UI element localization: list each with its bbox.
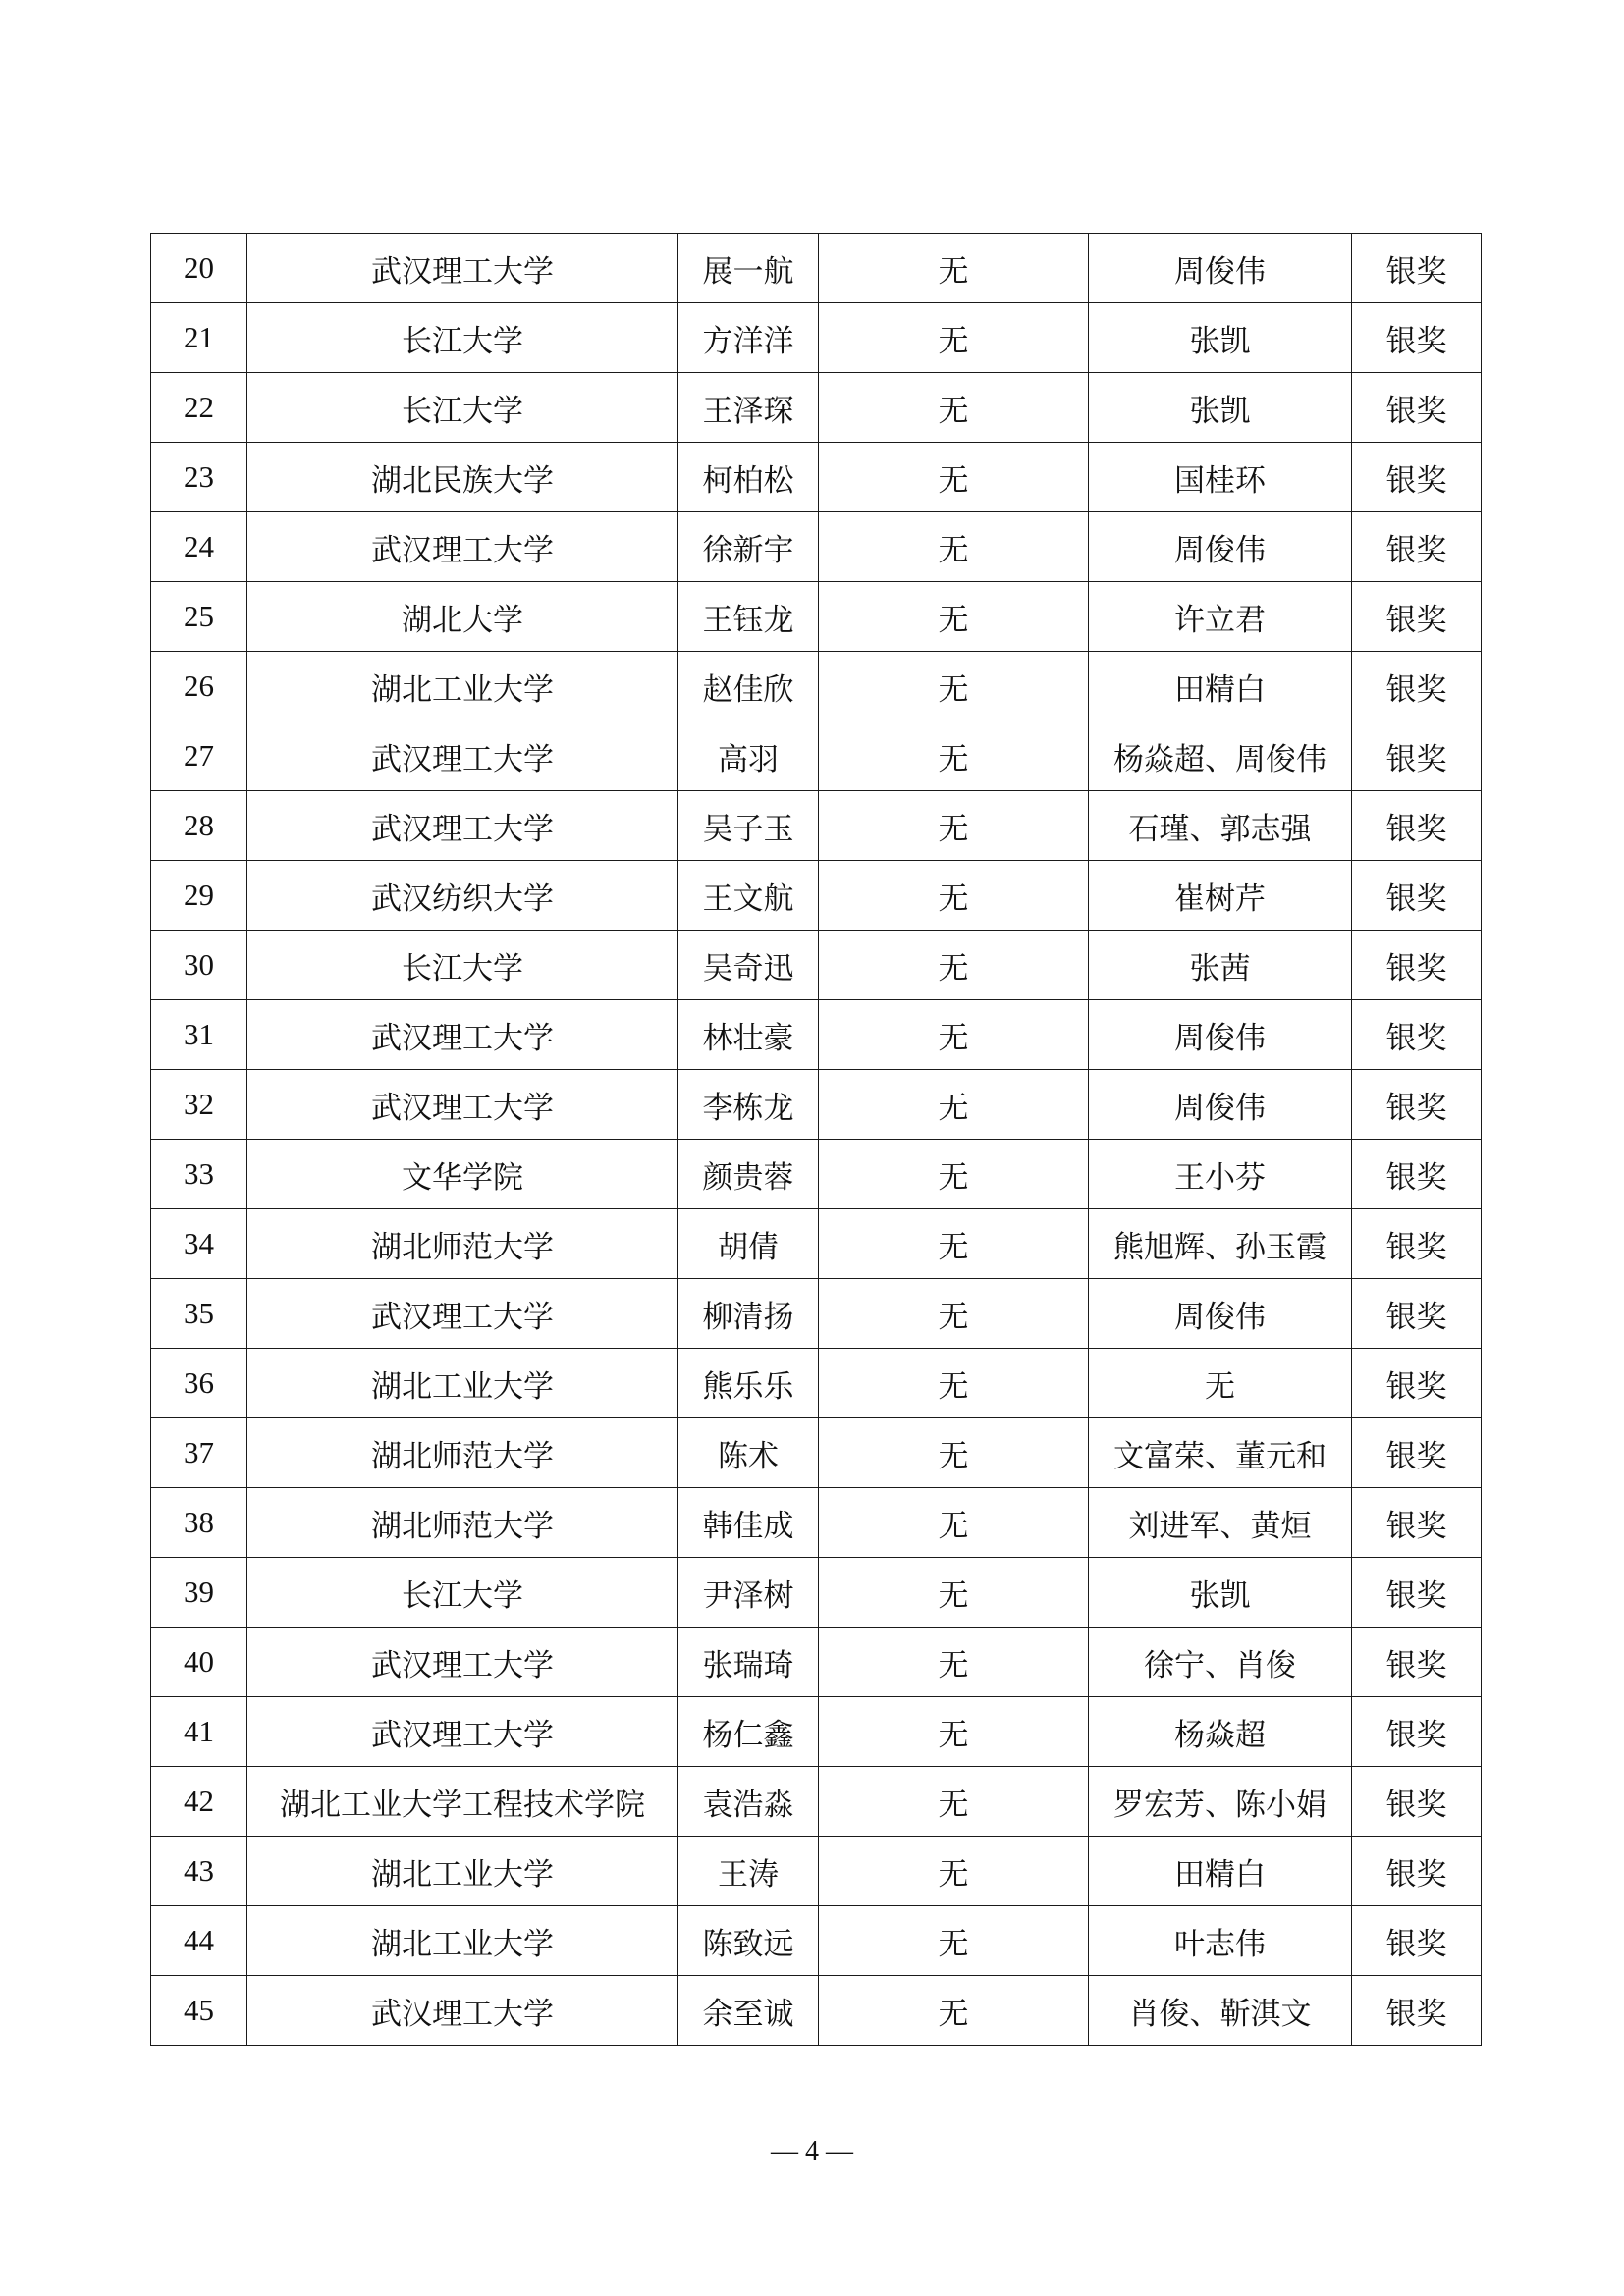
cell-col4: 无 [819, 1279, 1089, 1349]
cell-name: 高羽 [678, 721, 819, 791]
cell-award: 银奖 [1352, 1767, 1482, 1837]
cell-award: 银奖 [1352, 512, 1482, 582]
cell-advisor: 周俊伟 [1089, 512, 1352, 582]
cell-advisor: 无 [1089, 1349, 1352, 1418]
cell-number: 33 [151, 1140, 247, 1209]
cell-award: 银奖 [1352, 931, 1482, 1000]
cell-advisor: 国桂环 [1089, 443, 1352, 512]
cell-school: 湖北师范大学 [247, 1488, 678, 1558]
cell-school: 长江大学 [247, 931, 678, 1000]
table-row [151, 1976, 1482, 2046]
cell-name: 柳清扬 [678, 1279, 819, 1349]
cell-award: 银奖 [1352, 373, 1482, 443]
cell-advisor: 刘进军、黄烜 [1089, 1488, 1352, 1558]
cell-name: 陈致远 [678, 1906, 819, 1976]
cell-col4: 无 [819, 1558, 1089, 1628]
table-body [151, 234, 1482, 2046]
cell-col4: 无 [819, 1140, 1089, 1209]
cell-name: 余至诚 [678, 1976, 819, 2046]
cell-advisor: 文富荣、董元和 [1089, 1418, 1352, 1488]
cell-number: 38 [151, 1488, 247, 1558]
cell-number: 26 [151, 652, 247, 721]
table-row [151, 1558, 1482, 1628]
cell-award: 银奖 [1352, 791, 1482, 861]
cell-advisor: 王小芬 [1089, 1140, 1352, 1209]
cell-advisor: 张茜 [1089, 931, 1352, 1000]
table-row [151, 791, 1482, 861]
cell-number: 21 [151, 303, 247, 373]
cell-award: 银奖 [1352, 1418, 1482, 1488]
cell-number: 31 [151, 1000, 247, 1070]
cell-award: 银奖 [1352, 1070, 1482, 1140]
cell-award: 银奖 [1352, 652, 1482, 721]
cell-number: 37 [151, 1418, 247, 1488]
table-row [151, 1000, 1482, 1070]
cell-award: 银奖 [1352, 1906, 1482, 1976]
table-row [151, 234, 1482, 303]
cell-col4: 无 [819, 1418, 1089, 1488]
cell-school: 长江大学 [247, 373, 678, 443]
cell-advisor: 罗宏芳、陈小娟 [1089, 1767, 1352, 1837]
cell-school: 湖北工业大学 [247, 652, 678, 721]
cell-award: 银奖 [1352, 1349, 1482, 1418]
cell-name: 李栋龙 [678, 1070, 819, 1140]
cell-school: 湖北民族大学 [247, 443, 678, 512]
cell-award: 银奖 [1352, 443, 1482, 512]
table-row [151, 303, 1482, 373]
cell-col4: 无 [819, 1976, 1089, 2046]
cell-school: 武汉理工大学 [247, 791, 678, 861]
cell-school: 武汉理工大学 [247, 1070, 678, 1140]
page-number: — 4 — [771, 2136, 853, 2166]
cell-school: 湖北工业大学 [247, 1906, 678, 1976]
cell-col4: 无 [819, 1837, 1089, 1906]
cell-col4: 无 [819, 721, 1089, 791]
cell-advisor: 崔树芹 [1089, 861, 1352, 931]
cell-award: 银奖 [1352, 1140, 1482, 1209]
cell-number: 29 [151, 861, 247, 931]
cell-advisor: 杨焱超、周俊伟 [1089, 721, 1352, 791]
cell-award: 银奖 [1352, 1209, 1482, 1279]
cell-award: 银奖 [1352, 861, 1482, 931]
cell-school: 湖北工业大学工程技术学院 [247, 1767, 678, 1837]
cell-name: 张瑞琦 [678, 1628, 819, 1697]
cell-number: 27 [151, 721, 247, 791]
cell-name: 王泽琛 [678, 373, 819, 443]
cell-col4: 无 [819, 582, 1089, 652]
cell-school: 湖北师范大学 [247, 1418, 678, 1488]
cell-col4: 无 [819, 861, 1089, 931]
cell-col4: 无 [819, 1209, 1089, 1279]
cell-col4: 无 [819, 1906, 1089, 1976]
cell-col4: 无 [819, 1349, 1089, 1418]
cell-advisor: 周俊伟 [1089, 1070, 1352, 1140]
cell-number: 45 [151, 1976, 247, 2046]
table-row [151, 1418, 1482, 1488]
cell-advisor: 周俊伟 [1089, 1000, 1352, 1070]
cell-advisor: 熊旭辉、孙玉霞 [1089, 1209, 1352, 1279]
table-row [151, 443, 1482, 512]
cell-award: 银奖 [1352, 1837, 1482, 1906]
cell-award: 银奖 [1352, 1628, 1482, 1697]
cell-col4: 无 [819, 1767, 1089, 1837]
cell-col4: 无 [819, 1000, 1089, 1070]
cell-name: 林壮豪 [678, 1000, 819, 1070]
table-row [151, 1906, 1482, 1976]
cell-award: 银奖 [1352, 1976, 1482, 2046]
cell-advisor: 叶志伟 [1089, 1906, 1352, 1976]
cell-name: 尹泽树 [678, 1558, 819, 1628]
cell-name: 柯柏松 [678, 443, 819, 512]
cell-advisor: 许立君 [1089, 582, 1352, 652]
cell-school: 武汉理工大学 [247, 1000, 678, 1070]
cell-number: 32 [151, 1070, 247, 1140]
cell-award: 银奖 [1352, 1488, 1482, 1558]
cell-school: 湖北大学 [247, 582, 678, 652]
cell-award: 银奖 [1352, 303, 1482, 373]
cell-number: 34 [151, 1209, 247, 1279]
cell-col4: 无 [819, 303, 1089, 373]
cell-award: 银奖 [1352, 1697, 1482, 1767]
cell-number: 36 [151, 1349, 247, 1418]
cell-name: 王文航 [678, 861, 819, 931]
cell-number: 23 [151, 443, 247, 512]
cell-school: 武汉理工大学 [247, 1628, 678, 1697]
cell-number: 22 [151, 373, 247, 443]
cell-name: 杨仁鑫 [678, 1697, 819, 1767]
cell-school: 武汉理工大学 [247, 234, 678, 303]
table-row [151, 1697, 1482, 1767]
cell-number: 24 [151, 512, 247, 582]
cell-number: 35 [151, 1279, 247, 1349]
cell-advisor: 杨焱超 [1089, 1697, 1352, 1767]
cell-advisor: 徐宁、肖俊 [1089, 1628, 1352, 1697]
cell-col4: 无 [819, 443, 1089, 512]
table-row [151, 1488, 1482, 1558]
cell-name: 徐新宇 [678, 512, 819, 582]
cell-school: 武汉理工大学 [247, 721, 678, 791]
cell-number: 28 [151, 791, 247, 861]
table-row [151, 1837, 1482, 1906]
cell-school: 湖北工业大学 [247, 1349, 678, 1418]
table-row [151, 373, 1482, 443]
table-row [151, 1279, 1482, 1349]
table-row [151, 1767, 1482, 1837]
table-row [151, 861, 1482, 931]
cell-advisor: 肖俊、靳淇文 [1089, 1976, 1352, 2046]
cell-school: 武汉理工大学 [247, 1279, 678, 1349]
cell-advisor: 田精白 [1089, 1837, 1352, 1906]
cell-number: 30 [151, 931, 247, 1000]
cell-col4: 无 [819, 1697, 1089, 1767]
cell-advisor: 张凯 [1089, 373, 1352, 443]
cell-col4: 无 [819, 234, 1089, 303]
cell-school: 武汉纺织大学 [247, 861, 678, 931]
cell-name: 赵佳欣 [678, 652, 819, 721]
cell-col4: 无 [819, 791, 1089, 861]
table-row [151, 1628, 1482, 1697]
cell-award: 银奖 [1352, 1558, 1482, 1628]
cell-advisor: 周俊伟 [1089, 1279, 1352, 1349]
cell-number: 43 [151, 1837, 247, 1906]
cell-number: 41 [151, 1697, 247, 1767]
table-row [151, 582, 1482, 652]
cell-school: 长江大学 [247, 1558, 678, 1628]
cell-name: 方洋洋 [678, 303, 819, 373]
table-row [151, 931, 1482, 1000]
cell-name: 熊乐乐 [678, 1349, 819, 1418]
cell-award: 银奖 [1352, 1000, 1482, 1070]
cell-number: 44 [151, 1906, 247, 1976]
table-row [151, 1209, 1482, 1279]
cell-school: 武汉理工大学 [247, 512, 678, 582]
cell-number: 40 [151, 1628, 247, 1697]
table-row [151, 1140, 1482, 1209]
cell-advisor: 张凯 [1089, 1558, 1352, 1628]
table-row [151, 721, 1482, 791]
cell-award: 银奖 [1352, 582, 1482, 652]
cell-name: 展一航 [678, 234, 819, 303]
cell-name: 吴奇迅 [678, 931, 819, 1000]
cell-name: 胡倩 [678, 1209, 819, 1279]
cell-col4: 无 [819, 1628, 1089, 1697]
award-table [150, 233, 1482, 2046]
cell-col4: 无 [819, 512, 1089, 582]
cell-col4: 无 [819, 373, 1089, 443]
table-row [151, 512, 1482, 582]
cell-school: 湖北师范大学 [247, 1209, 678, 1279]
table-row [151, 1070, 1482, 1140]
cell-school: 武汉理工大学 [247, 1976, 678, 2046]
cell-school: 武汉理工大学 [247, 1697, 678, 1767]
cell-col4: 无 [819, 931, 1089, 1000]
cell-number: 39 [151, 1558, 247, 1628]
cell-name: 韩佳成 [678, 1488, 819, 1558]
cell-col4: 无 [819, 1488, 1089, 1558]
cell-school: 文华学院 [247, 1140, 678, 1209]
cell-number: 42 [151, 1767, 247, 1837]
cell-award: 银奖 [1352, 721, 1482, 791]
cell-award: 银奖 [1352, 1279, 1482, 1349]
cell-name: 王涛 [678, 1837, 819, 1906]
cell-advisor: 周俊伟 [1089, 234, 1352, 303]
cell-school: 长江大学 [247, 303, 678, 373]
cell-advisor: 田精白 [1089, 652, 1352, 721]
cell-award: 银奖 [1352, 234, 1482, 303]
cell-col4: 无 [819, 1070, 1089, 1140]
cell-advisor: 张凯 [1089, 303, 1352, 373]
table-row [151, 1349, 1482, 1418]
cell-number: 20 [151, 234, 247, 303]
cell-name: 袁浩淼 [678, 1767, 819, 1837]
cell-advisor: 石瑾、郭志强 [1089, 791, 1352, 861]
table-row [151, 652, 1482, 721]
cell-name: 颜贵蓉 [678, 1140, 819, 1209]
cell-number: 25 [151, 582, 247, 652]
cell-school: 湖北工业大学 [247, 1837, 678, 1906]
cell-name: 吴子玉 [678, 791, 819, 861]
cell-name: 陈术 [678, 1418, 819, 1488]
cell-col4: 无 [819, 652, 1089, 721]
cell-name: 王钰龙 [678, 582, 819, 652]
